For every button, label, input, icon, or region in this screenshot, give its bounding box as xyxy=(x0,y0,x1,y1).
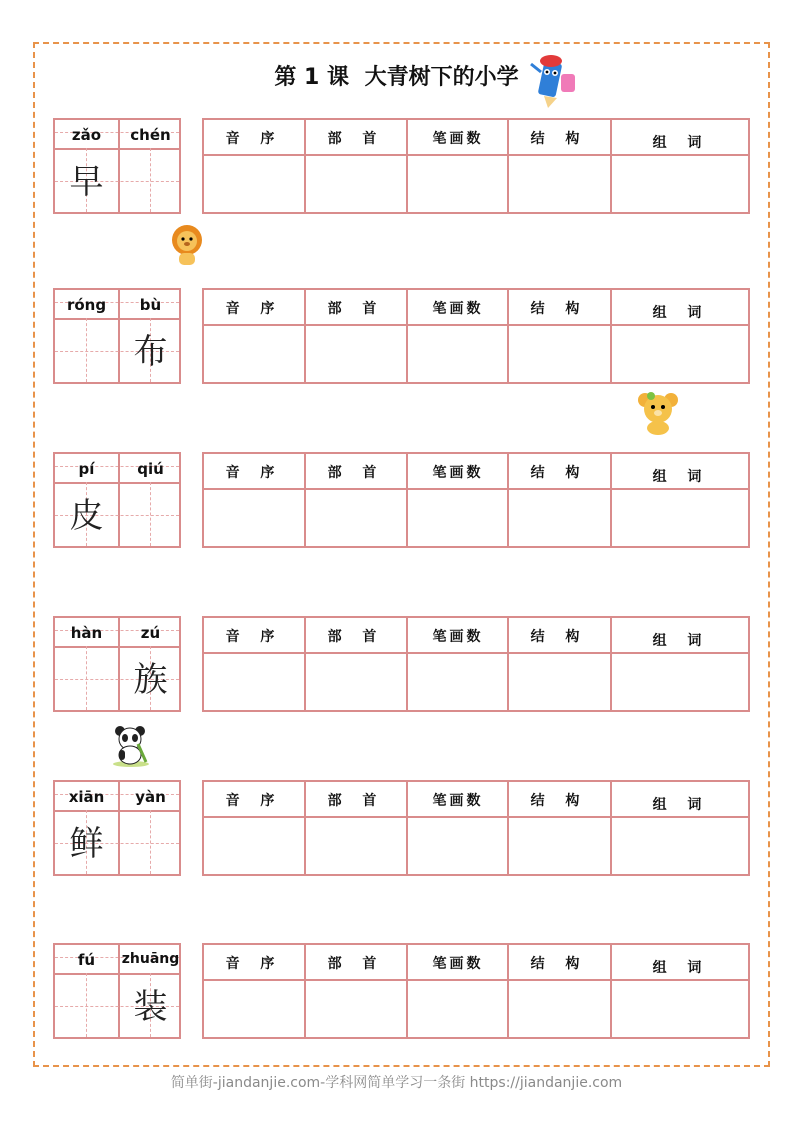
pinyin-left: xiān xyxy=(68,788,105,806)
tianzige-box xyxy=(53,943,181,1039)
lesson-name: 大青树下的小学 xyxy=(364,65,519,90)
lion-icon xyxy=(168,224,206,268)
pinyin-left: róng xyxy=(66,296,107,314)
header-jiegou: 结 构 xyxy=(530,301,588,317)
tianzige-box xyxy=(53,118,181,214)
header-jiegou: 结 构 xyxy=(530,465,588,481)
header-yinxu: 音 序 xyxy=(225,301,283,317)
char-row-1 xyxy=(53,118,750,214)
header-jiegou: 结 构 xyxy=(530,629,588,645)
analysis-table xyxy=(202,943,750,1039)
char-right[interactable]: 族 xyxy=(133,660,168,700)
header-yinxu: 音 序 xyxy=(225,465,283,481)
pinyin-right: qiú xyxy=(137,460,164,478)
tianzige-box xyxy=(53,780,181,876)
footer-watermark: 简单街-jiandanjie.com-学科网简单学习一条街 https://jiandanjie.com xyxy=(170,1075,623,1091)
tianzige-box xyxy=(53,452,181,548)
header-bihuashu: 笔画数 xyxy=(432,131,484,147)
tianzige-box xyxy=(53,616,181,712)
header-bihuashu: 笔画数 xyxy=(432,793,484,809)
pinyin-right: bù xyxy=(139,296,162,314)
header-bushou: 部 首 xyxy=(327,131,385,147)
header-bushou: 部 首 xyxy=(327,301,385,317)
header-bushou: 部 首 xyxy=(327,793,385,809)
header-yinxu: 音 序 xyxy=(225,131,283,147)
header-bihuashu: 笔画数 xyxy=(432,956,484,972)
header-bihuashu: 笔画数 xyxy=(432,465,484,481)
char-left[interactable]: 皮 xyxy=(69,496,104,536)
header-zuci: 组 词 xyxy=(652,960,710,976)
pinyin-right: zú xyxy=(140,624,161,642)
header-zuci: 组 词 xyxy=(652,797,710,813)
header-zuci: 组 词 xyxy=(652,135,710,151)
header-yinxu: 音 序 xyxy=(225,629,283,645)
header-zuci: 组 词 xyxy=(652,305,710,321)
analysis-table xyxy=(202,780,750,876)
lesson-number: 第 1 课 xyxy=(274,65,349,90)
header-yinxu: 音 序 xyxy=(225,793,283,809)
char-row-5 xyxy=(53,780,750,876)
header-zuci: 组 词 xyxy=(652,633,710,649)
pinyin-left: hàn xyxy=(70,624,103,642)
pinyin-left: pí xyxy=(78,460,95,478)
pinyin-left: fú xyxy=(77,951,96,969)
header-bushou: 部 首 xyxy=(327,956,385,972)
header-yinxu: 音 序 xyxy=(225,956,283,972)
pencil-mascot-icon xyxy=(527,50,583,110)
char-right[interactable]: 布 xyxy=(133,332,168,372)
panda-icon xyxy=(108,722,154,768)
pinyin-right: zhuāng xyxy=(121,951,180,967)
char-row-4 xyxy=(53,616,750,712)
pinyin-left: zǎo xyxy=(71,126,102,144)
header-bihuashu: 笔画数 xyxy=(432,629,484,645)
analysis-table xyxy=(202,616,750,712)
pinyin-right: yàn xyxy=(135,788,166,806)
header-bihuashu: 笔画数 xyxy=(432,301,484,317)
header-bushou: 部 首 xyxy=(327,465,385,481)
header-zuci: 组 词 xyxy=(652,469,710,485)
header-jiegou: 结 构 xyxy=(530,131,588,147)
header-jiegou: 结 构 xyxy=(530,793,588,809)
char-row-6 xyxy=(53,943,750,1039)
char-left[interactable]: 鲜 xyxy=(69,824,104,864)
header-bushou: 部 首 xyxy=(327,629,385,645)
bear-icon xyxy=(635,390,681,436)
char-left[interactable]: 早 xyxy=(69,162,104,202)
header-jiegou: 结 构 xyxy=(530,956,588,972)
tianzige-box xyxy=(53,288,181,384)
pinyin-right: chén xyxy=(130,126,171,144)
char-row-3 xyxy=(53,452,750,548)
char-row-2 xyxy=(53,288,750,384)
char-right[interactable]: 装 xyxy=(133,987,168,1027)
analysis-table xyxy=(202,118,750,214)
analysis-table xyxy=(202,452,750,548)
analysis-table xyxy=(202,288,750,384)
page-title xyxy=(0,60,793,91)
